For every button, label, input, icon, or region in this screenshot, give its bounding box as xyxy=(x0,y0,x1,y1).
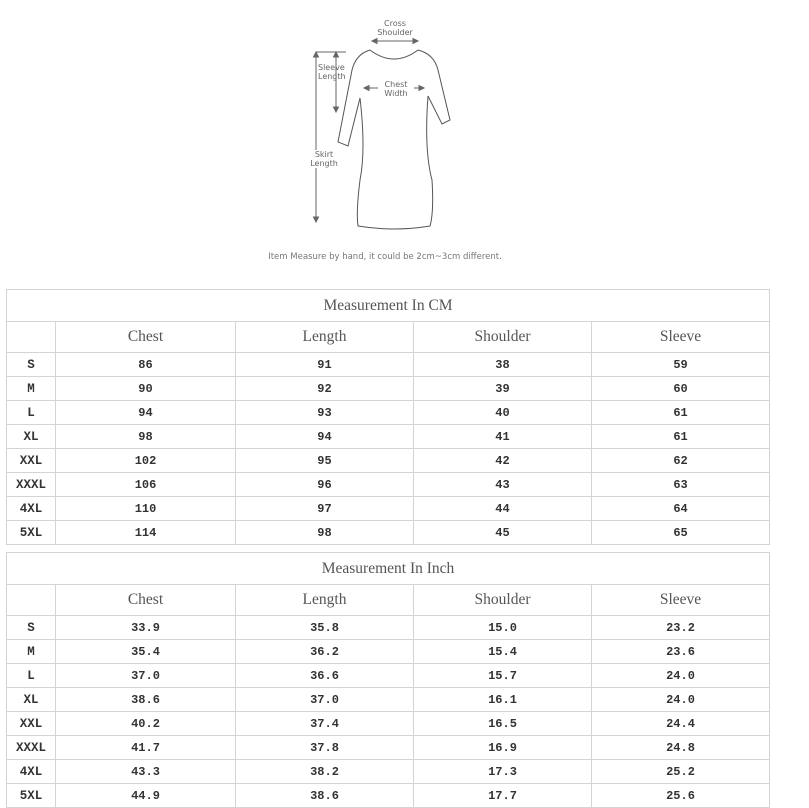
shoulder-cell: 44 xyxy=(414,497,592,521)
header-chest: Chest xyxy=(56,585,236,616)
shoulder-cell: 17.7 xyxy=(414,784,592,808)
table-row xyxy=(7,616,770,640)
length-cell: 35.8 xyxy=(236,616,414,640)
length-cell: 92 xyxy=(236,377,414,401)
dress-measurement-diagram xyxy=(0,0,809,280)
shoulder-cell: 43 xyxy=(414,473,592,497)
size-cell: L xyxy=(7,664,56,688)
chest-cell: 41.7 xyxy=(56,736,236,760)
table-title: Measurement In CM xyxy=(7,290,770,322)
table-row xyxy=(7,401,770,425)
sleeve-cell: 24.8 xyxy=(592,736,770,760)
header-length: Length xyxy=(236,322,414,353)
shoulder-cell: 45 xyxy=(414,521,592,545)
sleeve-cell: 61 xyxy=(592,401,770,425)
header-sleeve: Sleeve xyxy=(592,585,770,616)
table-row xyxy=(7,521,770,545)
size-cell: L xyxy=(7,401,56,425)
chest-cell: 98 xyxy=(56,425,236,449)
shoulder-cell: 39 xyxy=(414,377,592,401)
size-cell: XL xyxy=(7,425,56,449)
shoulder-cell: 15.7 xyxy=(414,664,592,688)
header-shoulder: Shoulder xyxy=(414,322,592,353)
header-shoulder: Shoulder xyxy=(414,585,592,616)
table-header-row xyxy=(7,585,770,616)
length-cell: 91 xyxy=(236,353,414,377)
shoulder-cell: 15.4 xyxy=(414,640,592,664)
shoulder-cell: 16.1 xyxy=(414,688,592,712)
sleeve-cell: 24.0 xyxy=(592,688,770,712)
chest-cell: 35.4 xyxy=(56,640,236,664)
table-row xyxy=(7,712,770,736)
table-row xyxy=(7,640,770,664)
size-cell: XXXL xyxy=(7,473,56,497)
sleeve-cell: 60 xyxy=(592,377,770,401)
skirt-length-label: Skirt Length xyxy=(304,150,344,168)
shoulder-cell: 15.0 xyxy=(414,616,592,640)
sleeve-length-label: Sleeve Length xyxy=(318,63,346,81)
size-cell: M xyxy=(7,377,56,401)
length-cell: 95 xyxy=(236,449,414,473)
cross-shoulder-label: Cross Shoulder xyxy=(377,19,413,37)
shoulder-cell: 40 xyxy=(414,401,592,425)
chest-cell: 94 xyxy=(56,401,236,425)
size-cell: 4XL xyxy=(7,760,56,784)
header-length: Length xyxy=(236,585,414,616)
header-size xyxy=(7,585,56,616)
table-row xyxy=(7,784,770,808)
length-cell: 97 xyxy=(236,497,414,521)
sleeve-cell: 63 xyxy=(592,473,770,497)
chest-cell: 44.9 xyxy=(56,784,236,808)
chest-cell: 102 xyxy=(56,449,236,473)
chest-cell: 33.9 xyxy=(56,616,236,640)
length-cell: 96 xyxy=(236,473,414,497)
table-row xyxy=(7,760,770,784)
shoulder-cell: 16.9 xyxy=(414,736,592,760)
chest-cell: 38.6 xyxy=(56,688,236,712)
table-row xyxy=(7,688,770,712)
length-cell: 38.2 xyxy=(236,760,414,784)
chest-cell: 90 xyxy=(56,377,236,401)
shoulder-cell: 41 xyxy=(414,425,592,449)
size-cell: XXL xyxy=(7,712,56,736)
shoulder-cell: 42 xyxy=(414,449,592,473)
length-cell: 37.0 xyxy=(236,688,414,712)
header-chest: Chest xyxy=(56,322,236,353)
shoulder-cell: 16.5 xyxy=(414,712,592,736)
table-row xyxy=(7,353,770,377)
length-cell: 93 xyxy=(236,401,414,425)
table-row xyxy=(7,425,770,449)
length-cell: 36.2 xyxy=(236,640,414,664)
size-cell: XL xyxy=(7,688,56,712)
sleeve-cell: 24.4 xyxy=(592,712,770,736)
table-header-row xyxy=(7,322,770,353)
chest-cell: 106 xyxy=(56,473,236,497)
shoulder-cell: 38 xyxy=(414,353,592,377)
dress-outline-icon xyxy=(0,0,809,280)
chest-cell: 86 xyxy=(56,353,236,377)
table-row xyxy=(7,497,770,521)
measurement-note: Item Measure by hand, it could be 2cm~3cm different. xyxy=(268,252,502,262)
chest-cell: 110 xyxy=(56,497,236,521)
size-cell: M xyxy=(7,640,56,664)
table-row xyxy=(7,664,770,688)
sleeve-cell: 23.6 xyxy=(592,640,770,664)
size-cell: 5XL xyxy=(7,784,56,808)
size-cell: XXL xyxy=(7,449,56,473)
sleeve-cell: 62 xyxy=(592,449,770,473)
size-cell: S xyxy=(7,616,56,640)
sleeve-cell: 65 xyxy=(592,521,770,545)
shoulder-cell: 17.3 xyxy=(414,760,592,784)
table-row xyxy=(7,473,770,497)
sleeve-cell: 59 xyxy=(592,353,770,377)
chest-cell: 43.3 xyxy=(56,760,236,784)
chest-cell: 114 xyxy=(56,521,236,545)
table-row xyxy=(7,736,770,760)
header-sleeve: Sleeve xyxy=(592,322,770,353)
length-cell: 36.6 xyxy=(236,664,414,688)
size-table-inch xyxy=(6,552,770,808)
chest-width-label: Chest Width xyxy=(378,80,414,98)
size-cell: S xyxy=(7,353,56,377)
table-title: Measurement In Inch xyxy=(7,553,770,585)
length-cell: 37.4 xyxy=(236,712,414,736)
chest-cell: 40.2 xyxy=(56,712,236,736)
size-table-cm xyxy=(6,289,770,545)
sleeve-cell: 61 xyxy=(592,425,770,449)
size-cell: 5XL xyxy=(7,521,56,545)
size-cell: 4XL xyxy=(7,497,56,521)
sleeve-cell: 25.2 xyxy=(592,760,770,784)
header-size xyxy=(7,322,56,353)
sleeve-cell: 25.6 xyxy=(592,784,770,808)
sleeve-cell: 64 xyxy=(592,497,770,521)
size-cell: XXXL xyxy=(7,736,56,760)
table-row xyxy=(7,377,770,401)
length-cell: 38.6 xyxy=(236,784,414,808)
chest-cell: 37.0 xyxy=(56,664,236,688)
length-cell: 37.8 xyxy=(236,736,414,760)
sleeve-cell: 23.2 xyxy=(592,616,770,640)
length-cell: 98 xyxy=(236,521,414,545)
sleeve-cell: 24.0 xyxy=(592,664,770,688)
table-row xyxy=(7,449,770,473)
length-cell: 94 xyxy=(236,425,414,449)
